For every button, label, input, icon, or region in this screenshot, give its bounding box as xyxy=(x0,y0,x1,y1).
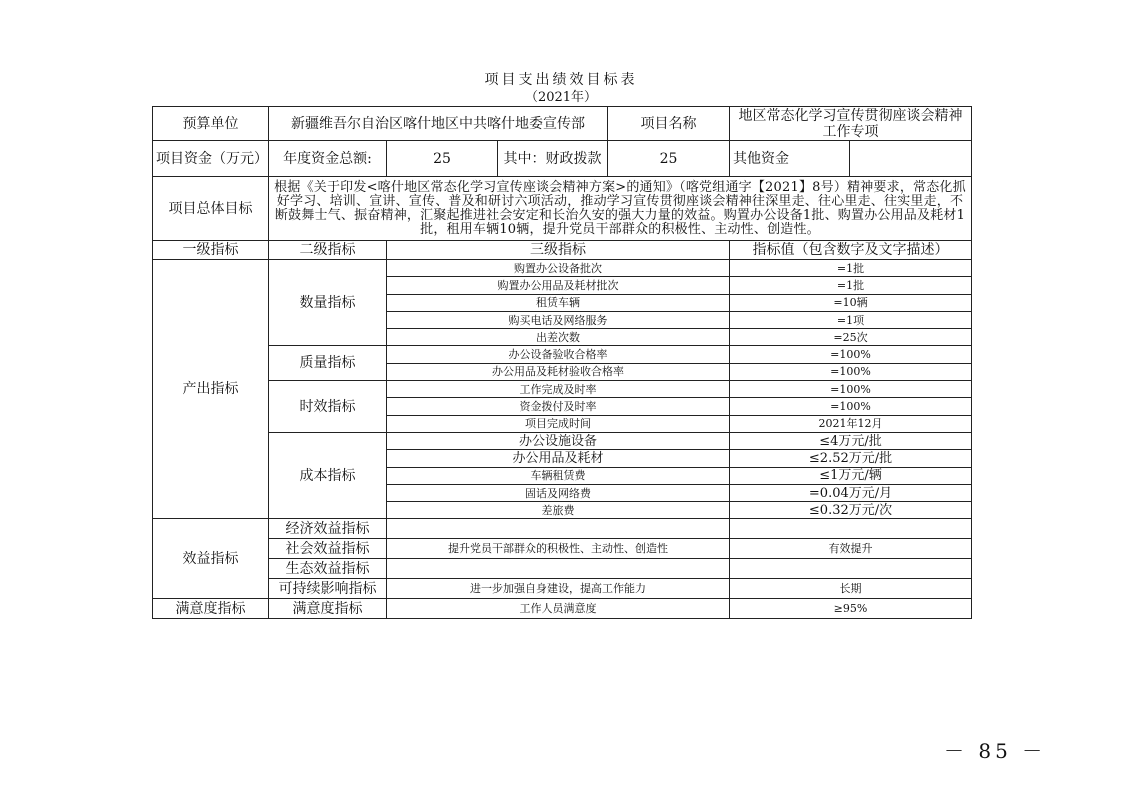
indicator-value: ≤2.52万元/批 xyxy=(730,450,972,467)
economic-benefit-label: 经济效益指标 xyxy=(269,519,387,539)
indicator-name: 办公设备验收合格率 xyxy=(387,346,730,363)
fiscal-label: 其中：财政拨款 xyxy=(498,141,608,177)
indicator-value: =100% xyxy=(730,398,972,415)
annual-total-value: 25 xyxy=(387,141,498,177)
indicator-value: =10辆 xyxy=(730,294,972,311)
header-row-unit xyxy=(153,107,972,141)
indicator-name xyxy=(387,519,730,539)
indicator-value: =1批 xyxy=(730,277,972,294)
table-row xyxy=(153,346,972,363)
indicator-name: 购置办公设备批次 xyxy=(387,260,730,277)
table-row xyxy=(153,539,972,559)
indicator-value: 有效提升 xyxy=(730,539,972,559)
budget-unit-label: 预算单位 xyxy=(153,107,269,141)
performance-target-table xyxy=(152,106,972,619)
table-row xyxy=(153,432,972,449)
indicator-name: 租赁车辆 xyxy=(387,294,730,311)
satisfaction-indicator-label: 满意度指标 xyxy=(153,599,269,619)
document-title: 项目支出绩效目标表 xyxy=(484,72,638,88)
objective-row xyxy=(153,177,972,241)
column-level1: 一级指标 xyxy=(153,241,269,260)
indicator-name: 固话及网络费 xyxy=(387,484,730,501)
annual-total-label: 年度资金总额: xyxy=(269,141,387,177)
project-name-value: 地区常态化学习宣传贯彻座谈会精神工作专项 xyxy=(730,107,972,141)
funds-label: 项目资金（万元） xyxy=(153,141,269,177)
other-funds-value xyxy=(850,141,972,177)
column-header-row xyxy=(153,241,972,260)
indicator-value: ≤0.32万元/次 xyxy=(730,502,972,519)
objective-label: 项目总体目标 xyxy=(153,177,269,241)
sustainable-impact-label: 可持续影响指标 xyxy=(269,579,387,599)
indicator-name xyxy=(387,559,730,579)
indicator-value: ≥95% xyxy=(730,599,972,619)
indicator-value: ≤1万元/辆 xyxy=(730,467,972,484)
indicator-value: =100% xyxy=(730,363,972,380)
fiscal-value: 25 xyxy=(608,141,730,177)
output-indicator-label: 产出指标 xyxy=(153,260,269,519)
document-subtitle: （2021年） xyxy=(524,90,598,105)
indicator-name: 购买电话及网络服务 xyxy=(387,311,730,328)
indicator-name: 工作完成及时率 xyxy=(387,381,730,398)
indicator-value: =100% xyxy=(730,346,972,363)
indicator-value: =1批 xyxy=(730,260,972,277)
indicator-name: 项目完成时间 xyxy=(387,415,730,432)
table-row xyxy=(153,260,972,277)
table-row xyxy=(153,381,972,398)
indicator-value: 2021年12月 xyxy=(730,415,972,432)
indicator-name: 资金拨付及时率 xyxy=(387,398,730,415)
indicator-name: 工作人员满意度 xyxy=(387,599,730,619)
benefit-indicator-label: 效益指标 xyxy=(153,519,269,599)
indicator-name: 办公设施设备 xyxy=(387,432,730,449)
other-funds-label: 其他资金 xyxy=(730,141,850,177)
indicator-name: 差旅费 xyxy=(387,502,730,519)
column-level3: 三级指标 xyxy=(387,241,730,260)
cost-indicator-label: 成本指标 xyxy=(269,432,387,518)
indicator-value xyxy=(730,519,972,539)
indicator-value: 长期 xyxy=(730,579,972,599)
page-number: － 85 － xyxy=(944,739,1047,763)
social-benefit-label: 社会效益指标 xyxy=(269,539,387,559)
ecological-benefit-label: 生态效益指标 xyxy=(269,559,387,579)
indicator-name: 办公用品及耗材 xyxy=(387,450,730,467)
indicator-value: ≤4万元/批 xyxy=(730,432,972,449)
budget-unit-value: 新疆维吾尔自治区喀什地区中共喀什地委宣传部 xyxy=(269,107,608,141)
indicator-name: 办公用品及耗材验收合格率 xyxy=(387,363,730,380)
table-row xyxy=(153,559,972,579)
indicator-value: =1项 xyxy=(730,311,972,328)
table-row xyxy=(153,599,972,619)
project-name-label: 项目名称 xyxy=(608,107,730,141)
indicator-name: 进一步加强自身建设，提高工作能力 xyxy=(387,579,730,599)
indicator-name: 购置办公用品及耗材批次 xyxy=(387,277,730,294)
satisfaction-level2-label: 满意度指标 xyxy=(269,599,387,619)
table-row xyxy=(153,519,972,539)
objective-text: 根据《关于印发<喀什地区常态化学习宣传座谈会精神方案>的通知》（喀党组通字【2021】8号）精神要求，常态化抓好学习、培训、宣讲、宣传、普及和研讨六项活动，推动学习宣传贯彻座谈会精神往深里走、往心里走、往实里走，不断鼓舞士气、振奋精神，汇聚起推进社会安定和长治久安的强大力量的效益。购置办公设备1批、购置办公用品及耗材1批，租用车辆10辆，提升党员干部群众的积极性、主动性、创造性。 xyxy=(269,177,972,241)
column-level2: 二级指标 xyxy=(269,241,387,260)
quality-indicator-label: 质量指标 xyxy=(269,346,387,381)
indicator-name: 车辆租赁费 xyxy=(387,467,730,484)
indicator-value: =0.04万元/月 xyxy=(730,484,972,501)
column-value: 指标值（包含数字及文字描述） xyxy=(730,241,972,260)
indicator-name: 提升党员干部群众的积极性、主动性、创造性 xyxy=(387,539,730,559)
indicator-value: =100% xyxy=(730,381,972,398)
indicator-value xyxy=(730,559,972,579)
timeliness-indicator-label: 时效指标 xyxy=(269,381,387,433)
quantity-indicator-label: 数量指标 xyxy=(269,260,387,346)
indicator-name: 出差次数 xyxy=(387,329,730,346)
indicator-value: =25次 xyxy=(730,329,972,346)
header-row-funds xyxy=(153,141,972,177)
table-row xyxy=(153,579,972,599)
